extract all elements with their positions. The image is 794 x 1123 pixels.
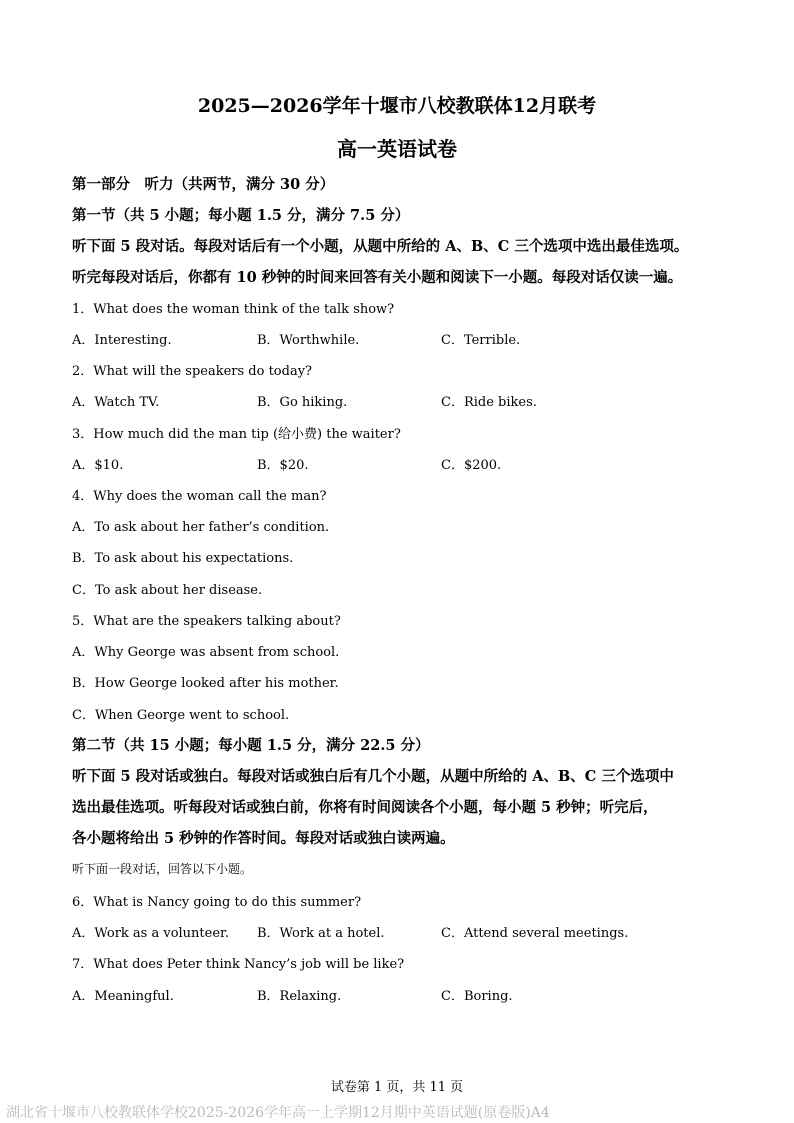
option-b: B．Work at a hotel.: [257, 926, 385, 941]
question-1-stem: 1．What does the woman think of the talk show?: [72, 302, 395, 317]
option-c: C．$200.: [441, 458, 502, 473]
question-6-stem: 6．What is Nancy going to do this summer?: [72, 895, 362, 910]
question-5-option-c: C．When George went to school.: [72, 708, 290, 723]
exam-subtitle: 高一英语试卷: [337, 137, 457, 161]
page-footer: 试卷第 1 页，共 11 页: [330, 1080, 464, 1095]
part1-heading: 第一部分 听力（共两节，满分 30 分）: [72, 176, 335, 193]
option-c: C．Boring.: [441, 989, 513, 1004]
option-b: B．Go hiking.: [257, 395, 348, 410]
question-2-stem: 2．What will the speakers do today?: [72, 364, 313, 379]
option-c: C．Ride bikes.: [441, 395, 537, 410]
section1-instruction-2: 听完每段对话后，你都有 10 秒钟的时间来回答有关小题和阅读下一小题。每段对话仅读一遍。: [72, 269, 683, 286]
question-7-stem: 7．What does Peter think Nancy’s job will be like?: [72, 957, 405, 972]
option-a: A．$10.: [72, 458, 124, 473]
option-b: B．Worthwhile.: [257, 333, 360, 348]
question-4-option-a: A．To ask about her father’s condition.: [72, 520, 330, 535]
option-a: A．Meaningful.: [72, 989, 174, 1004]
option-c: C．Attend several meetings.: [441, 926, 629, 941]
option-a: A．Work as a volunteer.: [72, 926, 229, 941]
question-5-option-a: A．Why George was absent from school.: [72, 645, 340, 660]
section2-instruction-1: 听下面 5 段对话或独白。每段对话或独白后有几个小题，从题中所给的 A、B、C 三个选项中: [72, 768, 674, 785]
section1-instruction-1: 听下面 5 段对话。每段对话后有一个小题，从题中所给的 A、B、C 三个选项中选出最佳选项。: [72, 238, 689, 255]
option-a: A．Watch TV.: [72, 395, 160, 410]
question-4-option-c: C．To ask about her disease.: [72, 583, 263, 598]
exam-title: 2025—2026学年十堰市八校教联体12月联考: [197, 95, 597, 117]
section2-heading: 第二节（共 15 小题；每小题 1.5 分，满分 22.5 分）: [72, 737, 430, 754]
question-3-stem: 3．How much did the man tip (给小费) the waiter?: [72, 427, 401, 442]
option-b: B．Relaxing.: [257, 989, 342, 1004]
option-b: B．$20.: [257, 458, 309, 473]
section2-note: 听下面一段对话，回答以下小题。: [72, 862, 253, 876]
question-4-option-b: B．To ask about his expectations.: [72, 551, 294, 566]
watermark: 湖北省十堰市八校教联体学校2025-2026学年高一上学期12月期中英语试题(原卷版)A4: [6, 1105, 550, 1121]
section2-instruction-3: 各小题将给出 5 秒钟的作答时间。每段对话或独白读两遍。: [72, 830, 455, 847]
section1-heading: 第一节（共 5 小题；每小题 1.5 分，满分 7.5 分）: [72, 207, 410, 224]
option-c: C．Terrible.: [441, 333, 521, 348]
section2-instruction-2: 选出最佳选项。听每段对话或独白前，你将有时间阅读各个小题，每小题 5 秒钟；听完后，: [72, 799, 658, 816]
question-5-stem: 5．What are the speakers talking about?: [72, 614, 341, 629]
question-5-option-b: B．How George looked after his mother.: [72, 676, 339, 691]
question-4-stem: 4．Why does the woman call the man?: [72, 489, 327, 504]
option-a: A．Interesting.: [72, 333, 172, 348]
